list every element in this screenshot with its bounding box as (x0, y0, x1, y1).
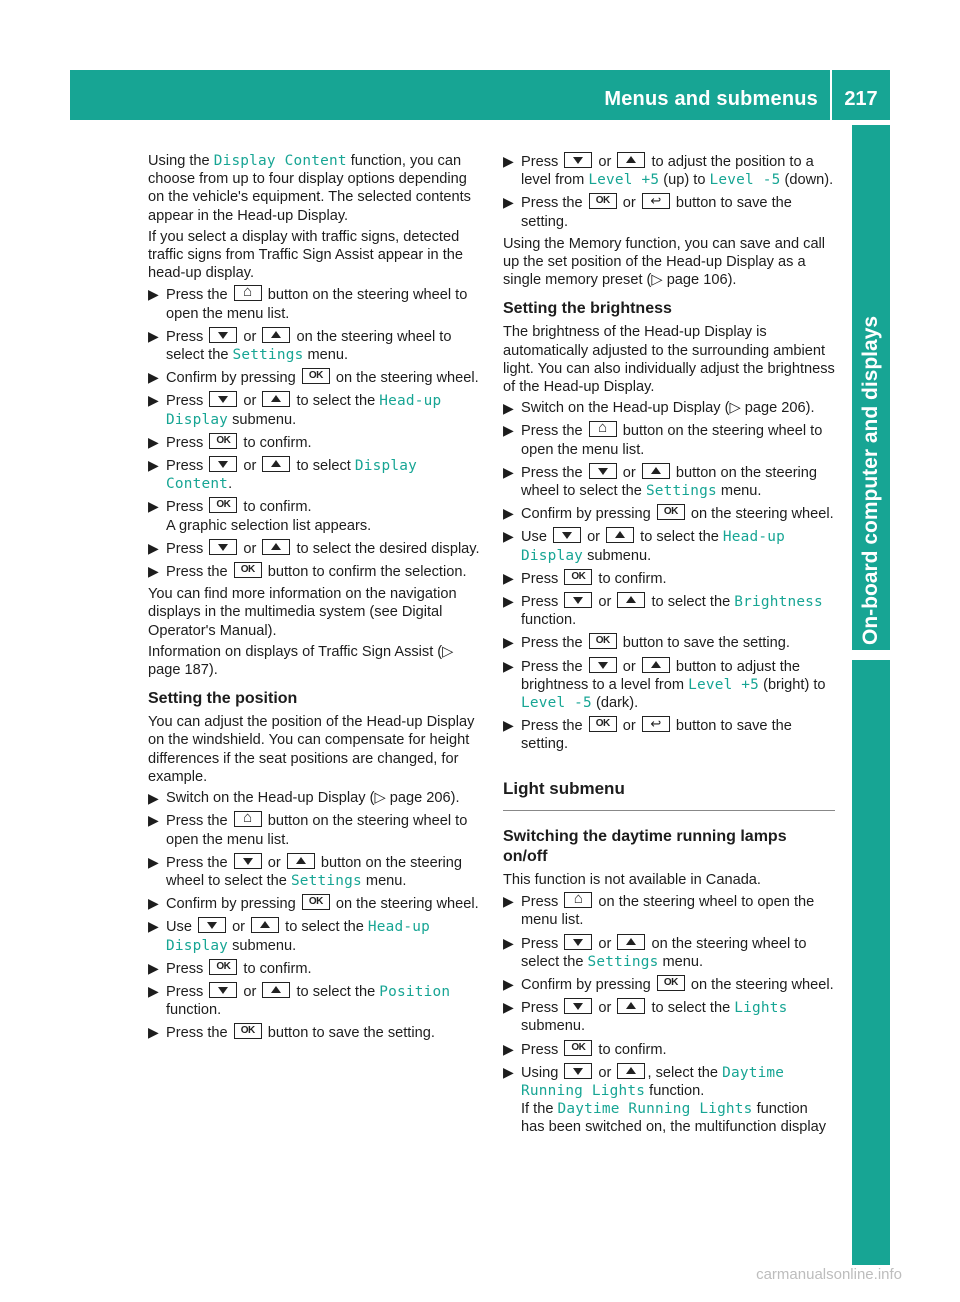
display-term: Head-up Display (521, 529, 785, 564)
instruction-step: ▶ Use or to select the Head-up Display submenu. (148, 918, 430, 954)
chapter-side-tab (852, 125, 890, 1265)
step-arrow-icon: ▶ (148, 498, 159, 515)
paragraph: Information on displays of Traffic Sign Assist (▷ page 187). (148, 643, 454, 679)
instruction-step: ▶ Press or on the steering wheel to select the Settings menu. (148, 327, 452, 364)
section-heading-major: Light submenu (503, 780, 835, 811)
instruction-step: ▶ Press or to select the desired display. (148, 539, 480, 557)
ok-key-icon (657, 975, 685, 991)
paragraph: The brightness of the Head-up Display is automatically adjusted to the surrounding ambient light. You can also individually adjust the brightness of the Head-up Display. (503, 324, 835, 396)
up-arrow-key-icon (262, 982, 290, 998)
step-arrow-icon: ▶ (148, 457, 159, 474)
ok-key-icon (589, 716, 617, 732)
step-arrow-icon: ▶ (148, 286, 159, 303)
instruction-step: ▶ Press or to select the Brightness function. (503, 593, 823, 629)
instruction-step: ▶ Press to confirm. (148, 959, 312, 977)
step-arrow-icon: ▶ (503, 593, 514, 610)
paragraph: Using the Memory function, you can save and call up the set position of the Head-up Display as a single memory preset (▷ page 106). (503, 235, 826, 289)
instruction-step: ▶ Press the or button to adjust the brightness to a level from Level +5 (bright) to Level -5 (dark). (503, 657, 826, 712)
display-term: Head-up Display (166, 919, 430, 954)
page-number: 217 (844, 88, 878, 110)
chapter-title: On-board computer and displays (859, 315, 882, 645)
ok-key-icon (564, 569, 592, 585)
instruction-step: ▶ Press to confirm. (503, 1040, 667, 1058)
step-arrow-icon: ▶ (148, 539, 159, 556)
instruction-step: ▶ Press to confirm. (503, 569, 667, 587)
ok-key-icon (209, 959, 237, 975)
step-arrow-icon: ▶ (503, 1063, 514, 1080)
ok-key-icon (302, 368, 330, 384)
up-arrow-key-icon (262, 391, 290, 407)
up-arrow-key-icon (642, 657, 670, 673)
up-arrow-key-icon (617, 998, 645, 1014)
instruction-step: ▶ Use or to select the Head-up Display submenu. (503, 528, 785, 564)
up-arrow-key-icon (262, 327, 290, 343)
step-arrow-icon: ▶ (503, 717, 514, 734)
step-arrow-icon: ▶ (148, 790, 159, 807)
ok-key-icon (589, 633, 617, 649)
step-arrow-icon: ▶ (503, 400, 514, 417)
ok-key-icon (209, 497, 237, 513)
step-arrow-icon: ▶ (148, 433, 159, 450)
instruction-step: ▶ Press the button on the steering wheel to open the menu list. (503, 422, 823, 458)
instruction-step: ▶ Switch on the Head-up Display (▷ page 206). (148, 790, 460, 807)
ok-key-icon (209, 433, 237, 449)
display-term: Daytime Running Lights (521, 1064, 785, 1099)
down-arrow-key-icon (589, 657, 617, 673)
display-term: Display Content (213, 153, 347, 169)
step-arrow-icon: ▶ (503, 153, 514, 169)
step-arrow-icon: ▶ (148, 895, 159, 912)
section-title: Menus and submenus (604, 88, 818, 110)
display-term: Lights (734, 1000, 788, 1017)
ok-key-icon (657, 504, 685, 520)
down-arrow-key-icon (198, 917, 226, 933)
ok-key-icon (564, 1040, 592, 1056)
down-arrow-key-icon (564, 592, 592, 608)
section-heading: Setting the brightness (503, 300, 672, 318)
instruction-step: ▶ Press or to select the Head-up Display submenu. (148, 392, 442, 428)
home-key-icon (234, 285, 262, 301)
down-arrow-key-icon (564, 934, 592, 950)
down-arrow-key-icon (209, 327, 237, 343)
step-arrow-icon: ▶ (503, 999, 514, 1016)
instruction-step: ▶ Press to confirm. A graphic selection list appears. (148, 498, 372, 534)
paragraph: Using the Display Content function, you can choose from up to four display options depending on the vehicle's equipment. The selected contents appear in the Head-up Display. (148, 153, 471, 224)
step-arrow-icon: ▶ (503, 505, 514, 522)
up-arrow-key-icon (262, 539, 290, 555)
step-arrow-icon: ▶ (148, 853, 159, 870)
down-arrow-key-icon (234, 853, 262, 869)
instruction-step: ▶ Press or to adjust the position to a level from Level +5 (up) to Level -5 (down). (503, 153, 834, 189)
home-key-icon (234, 811, 262, 827)
step-arrow-icon: ▶ (148, 1024, 159, 1041)
up-arrow-key-icon (642, 463, 670, 479)
instruction-step: ▶ Press or to select the Position function. (148, 982, 451, 1019)
paragraph: This function is not available in Canada. (503, 871, 761, 888)
instruction-step: ▶ Confirm by pressing on the steering wheel. (503, 505, 834, 523)
step-arrow-icon: ▶ (503, 657, 514, 674)
up-arrow-key-icon (606, 527, 634, 543)
display-term: Settings (587, 953, 659, 970)
step-arrow-icon: ▶ (148, 918, 159, 935)
up-arrow-key-icon (287, 853, 315, 869)
instruction-step: ▶ Confirm by pressing on the steering wheel. (503, 975, 834, 993)
display-term: Daytime Running Lights (557, 1101, 753, 1118)
instruction-step: ▶ Press the or button on the steering wheel to select the Settings menu. (503, 463, 818, 500)
back-key-icon (642, 716, 670, 732)
up-arrow-key-icon (617, 152, 645, 168)
instruction-step: ▶ Press the button on the steering wheel to open the menu list. (148, 286, 468, 322)
step-arrow-icon: ▶ (148, 392, 159, 409)
step-arrow-icon: ▶ (148, 327, 159, 344)
instruction-step: ▶ Switch on the Head-up Display (▷ page 206). (503, 400, 815, 417)
step-arrow-icon: ▶ (503, 194, 514, 211)
step-arrow-icon: ▶ (503, 1040, 514, 1057)
instruction-step: ▶ Press to confirm. (148, 433, 312, 451)
display-term: Settings (290, 872, 362, 889)
step-arrow-icon: ▶ (503, 975, 514, 992)
home-key-icon (589, 421, 617, 437)
step-arrow-icon: ▶ (148, 982, 159, 999)
ok-key-icon (234, 1023, 262, 1039)
display-term: Display Content (166, 458, 417, 493)
display-term: Settings (645, 483, 717, 500)
up-arrow-key-icon (617, 592, 645, 608)
section-heading: Switching the daytime running lamps on/off (503, 827, 787, 865)
up-arrow-key-icon (262, 456, 290, 472)
display-term: Brightness (734, 594, 823, 611)
instruction-step: ▶ Confirm by pressing on the steering wheel. (148, 369, 479, 387)
page-header (70, 70, 890, 120)
instruction-step: ▶ Press the button to save the setting. (148, 1024, 435, 1042)
instruction-step: ▶ Confirm by pressing on the steering wheel. (148, 895, 479, 913)
instruction-step: ▶ Press the button to save the setting. (503, 634, 790, 652)
step-arrow-icon: ▶ (503, 463, 514, 480)
instruction-step: ▶ Press the button to confirm the selection. (148, 563, 467, 581)
down-arrow-key-icon (564, 152, 592, 168)
paragraph: You can find more information on the navigation displays in the multimedia system (see Digital Operator's Manual). (148, 586, 457, 639)
left-column (148, 152, 483, 1047)
back-key-icon (642, 193, 670, 209)
down-arrow-key-icon (209, 982, 237, 998)
display-term: Level -5 (521, 695, 592, 712)
step-arrow-icon: ▶ (148, 563, 159, 580)
up-arrow-key-icon (617, 1063, 645, 1079)
display-term: Level +5 (588, 172, 660, 189)
instruction-step: ▶ Press on the steering wheel to open the menu list. (503, 893, 815, 929)
step-arrow-icon: ▶ (503, 422, 514, 439)
instruction-step: ▶ Press the button on the steering wheel to open the menu list. (148, 812, 468, 848)
display-term: Head-up Display (166, 393, 442, 428)
side-tab-divider (852, 650, 890, 660)
step-arrow-icon: ▶ (148, 812, 159, 829)
instruction-step: ▶ Press or to select Display Content. (148, 457, 417, 493)
instruction-step: ▶ Press the or button to save the setting. (503, 717, 792, 753)
step-arrow-icon: ▶ (503, 634, 514, 651)
instruction-step: ▶ Press or to select the Lights submenu. (503, 999, 788, 1035)
down-arrow-key-icon (553, 527, 581, 543)
display-term: Level +5 (688, 676, 760, 693)
down-arrow-key-icon (589, 463, 617, 479)
instruction-step: ▶ Press the or button to save the setting. (503, 194, 792, 230)
step-arrow-icon: ▶ (503, 934, 514, 951)
down-arrow-key-icon (209, 456, 237, 472)
step-arrow-icon: ▶ (148, 369, 159, 386)
ok-key-icon (589, 193, 617, 209)
down-arrow-key-icon (564, 998, 592, 1014)
instruction-step: ▶ Press or on the steering wheel to select the Settings menu. (503, 934, 807, 970)
section-heading: Setting the position (148, 690, 298, 708)
step-arrow-icon: ▶ (148, 959, 159, 976)
instruction-step: ▶ Press the or button on the steering wheel to select the Settings menu. (148, 853, 463, 889)
instruction-step: ▶ Using or , select the Daytime Running Lights function. If the Daytime Running Lights function has been switched on, the multifunction display (503, 1063, 827, 1136)
paragraph: If you select a display with traffic signs, detected traffic signs from Traffic Sign Assist appear in the head-up display. (148, 228, 463, 282)
down-arrow-key-icon (209, 539, 237, 555)
ok-key-icon (234, 562, 262, 578)
display-term: Level -5 (709, 172, 781, 189)
watermark: carmanualsonline.info (756, 1266, 902, 1283)
up-arrow-key-icon (251, 917, 279, 933)
ok-key-icon (302, 894, 330, 910)
up-arrow-key-icon (617, 934, 645, 950)
down-arrow-key-icon (209, 391, 237, 407)
step-arrow-icon: ▶ (503, 569, 514, 586)
display-term: Settings (232, 347, 304, 364)
home-key-icon (564, 892, 592, 908)
step-arrow-icon: ▶ (503, 893, 514, 910)
down-arrow-key-icon (564, 1063, 592, 1079)
step-arrow-icon: ▶ (503, 528, 514, 545)
paragraph: You can adjust the position of the Head-up Display on the windshield. You can compensate for height differences if the seat positions are changed, for example. (148, 714, 475, 785)
display-term: Position (379, 983, 451, 1000)
right-column (503, 152, 835, 1141)
